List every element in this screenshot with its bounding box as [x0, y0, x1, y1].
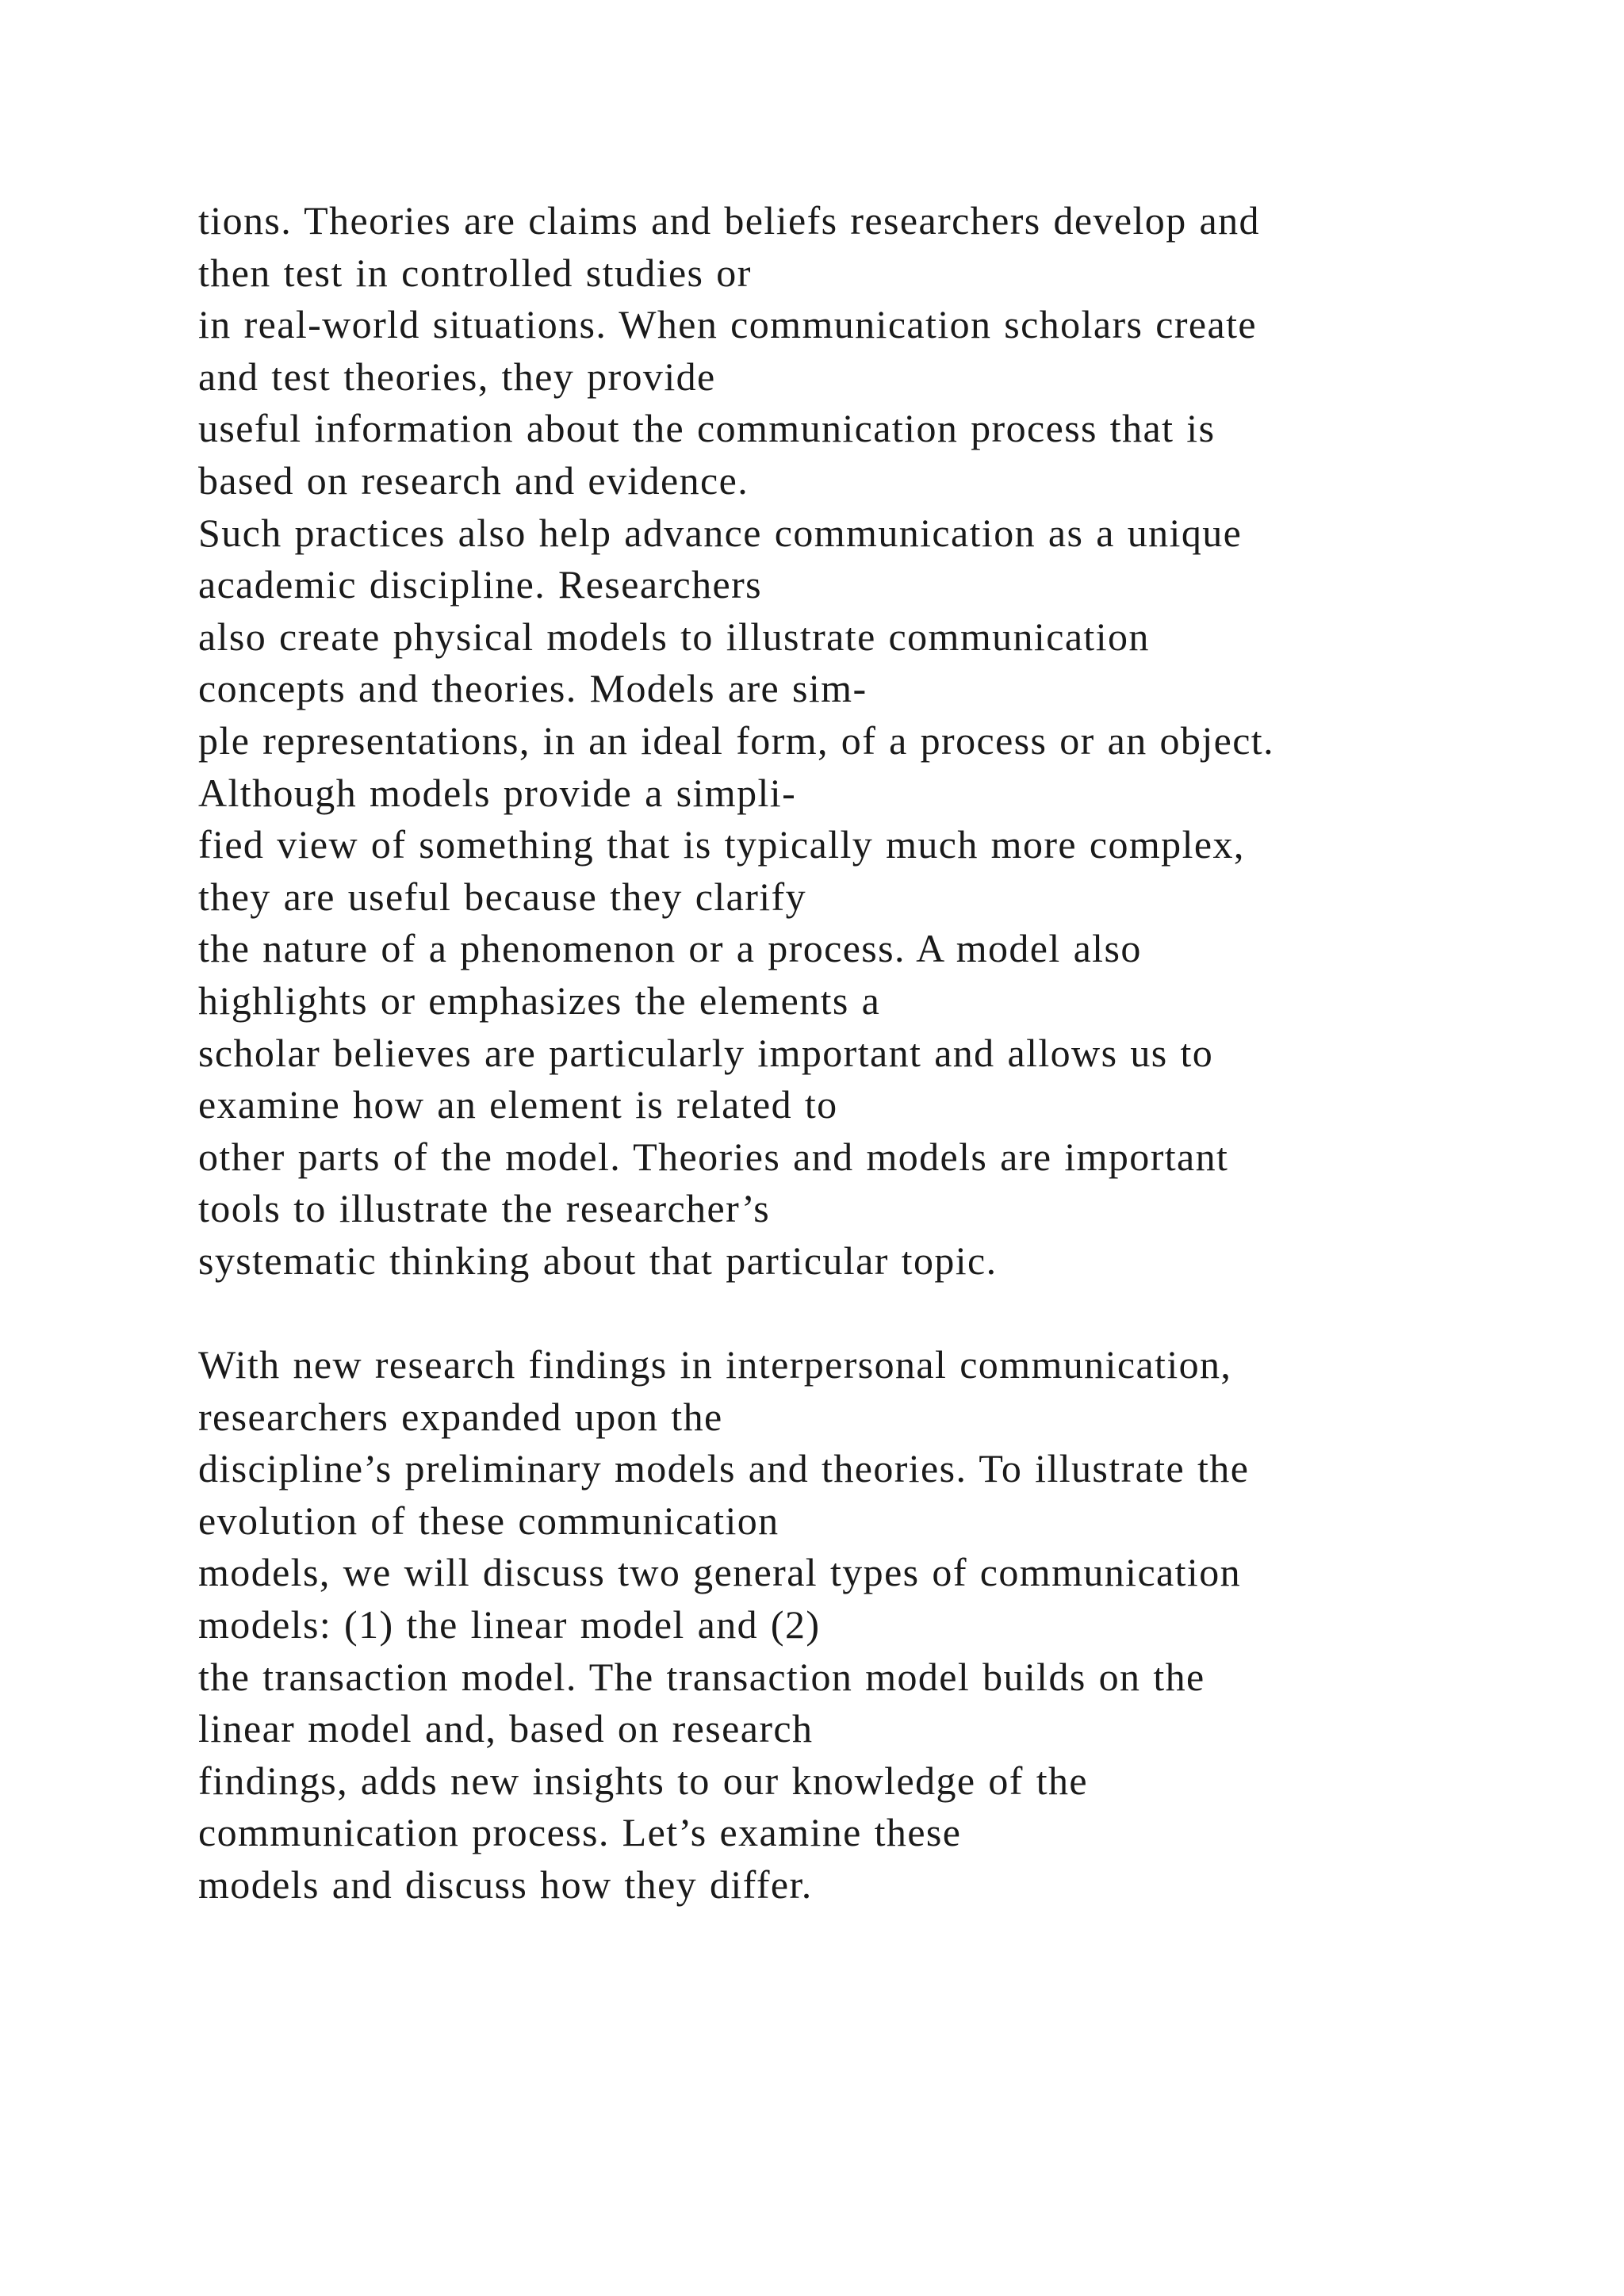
text-line: Although models provide a simpli- — [198, 770, 797, 815]
text-line: the transaction model. The transaction model builds on the — [198, 1654, 1205, 1699]
text-line: they are useful because they clarify — [198, 874, 806, 919]
text-line: and test theories, they provide — [198, 354, 716, 399]
text-line: tools to illustrate the researcher’s — [198, 1186, 771, 1231]
text-line: academic discipline. Researchers — [198, 562, 762, 607]
text-line: the nature of a phenomenon or a process. A model also — [198, 926, 1142, 971]
text-line: models and discuss how they differ. — [198, 1862, 813, 1907]
text-line: also create physical models to illustrate communication — [198, 614, 1150, 659]
text-line: evolution of these communication — [198, 1498, 779, 1543]
text-line: fied view of something that is typically much more complex, — [198, 822, 1245, 867]
text-line: With new research findings in interpersonal communication, — [198, 1342, 1232, 1387]
text-line: models: (1) the linear model and (2) — [198, 1601, 821, 1647]
paragraph-theories-and-models — [198, 195, 1618, 1287]
text-line: concepts and theories. Models are sim- — [198, 666, 868, 711]
text-line: models, we will discuss two general types of communication — [198, 1550, 1242, 1595]
text-line: examine how an element is related to — [198, 1082, 838, 1127]
text-line: communication process. Let’s examine these — [198, 1810, 962, 1855]
text-line: Such practices also help advance communication as a unique — [198, 510, 1243, 555]
text-line: based on research and evidence. — [198, 457, 749, 503]
text-line: in real-world situations. When communication scholars create — [198, 302, 1257, 347]
text-line: linear model and, based on research — [198, 1706, 814, 1751]
paragraph-communication-models — [198, 1339, 1618, 1911]
text-line: useful information about the communication process that is — [198, 406, 1216, 451]
text-line: systematic thinking about that particular topic. — [198, 1238, 998, 1283]
text-line: other parts of the model. Theories and models are important — [198, 1134, 1229, 1179]
text-line: highlights or emphasizes the elements a — [198, 978, 881, 1023]
text-line: findings, adds new insights to our knowledge of the — [198, 1758, 1088, 1803]
text-line: then test in controlled studies or — [198, 250, 752, 295]
text-line: tions. Theories are claims and beliefs researchers develop and — [198, 198, 1260, 243]
text-line: scholar believes are particularly important and allows us to — [198, 1030, 1214, 1075]
text-line: ple representations, in an ideal form, of a process or an object. — [198, 718, 1274, 763]
text-line: researchers expanded upon the — [198, 1394, 723, 1439]
text-line: discipline’s preliminary models and theories. To illustrate the — [198, 1446, 1250, 1491]
